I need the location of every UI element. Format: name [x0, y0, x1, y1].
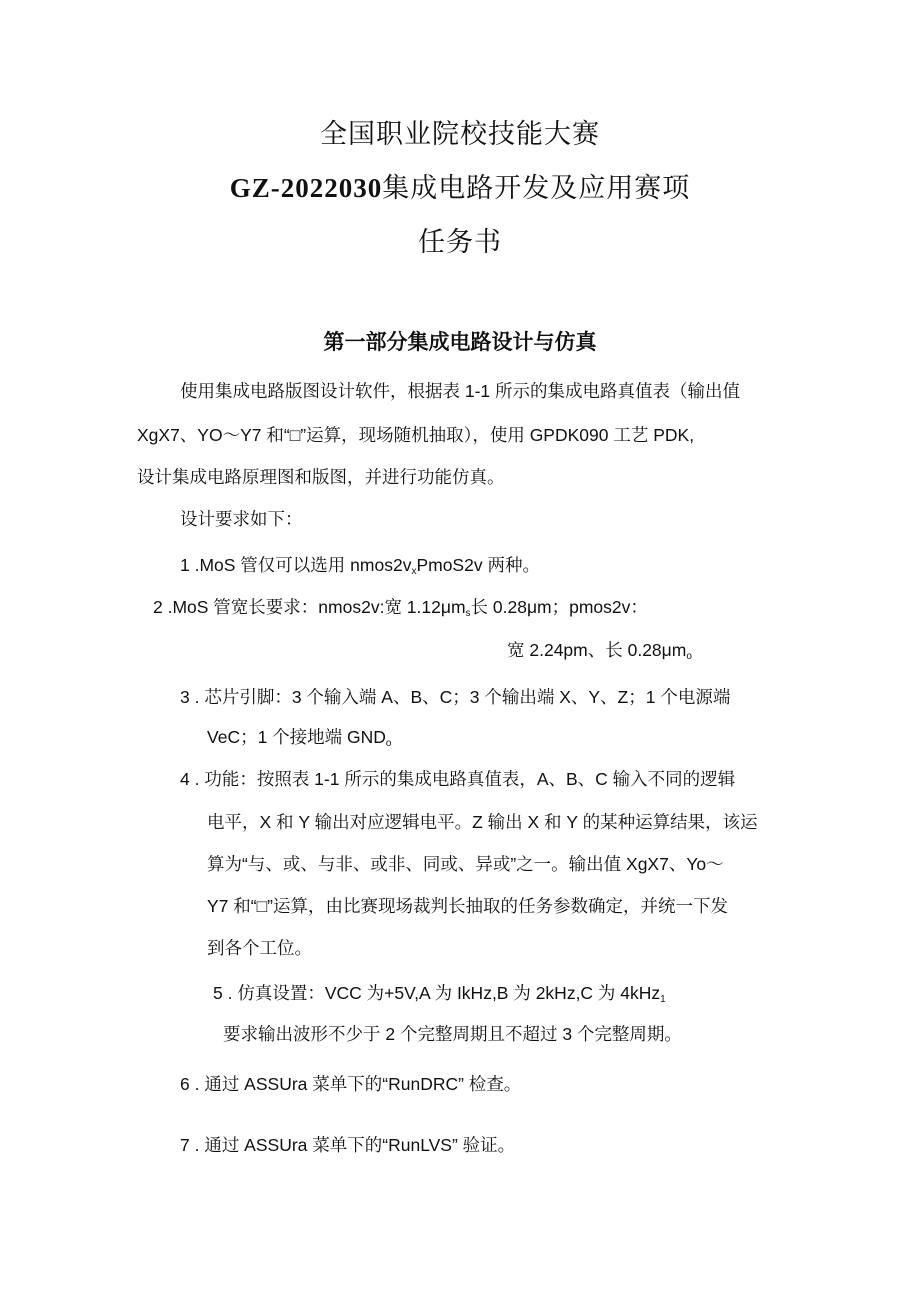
item-1-text: 1 .MoS 管仅可以选用 nmos2v [180, 555, 412, 575]
requirement-item-4-line2: 电平，X 和 Y 输出对应逻辑电平。Z 输出 X 和 Y 的某种运算结果，该运 [207, 812, 758, 832]
doc-title-line1: 全国职业院校技能大赛 [320, 119, 600, 150]
doc-title-line3: 任务书 [418, 227, 502, 258]
item-2-line2-sub: o [686, 651, 692, 662]
item-2-sub: s [465, 608, 471, 619]
requirement-item-5-line1 [213, 980, 666, 1005]
event-name: 集成电路开发及应用赛项 [382, 173, 691, 204]
item-5-line1-sub: 1 [660, 994, 666, 1005]
item-3-line2-sub: o [385, 738, 392, 749]
intro-line-3: 设计集成电路原理图和版图，并进行功能仿真。 [137, 467, 505, 487]
requirement-item-2-line2 [507, 637, 692, 662]
item-5-line1-text: 5 . 仿真设置：VCC 为+5V,A 为 IkHz,B 为 2kHz,C 为 4kHz [213, 983, 661, 1003]
item-1-sub: x [411, 566, 417, 577]
requirements-label: 设计要求如下： [180, 509, 303, 529]
requirement-item-4-line5: 到各个工位。 [207, 938, 312, 958]
item-3-line2-text: VeC；1 个接地端 GND [207, 727, 386, 747]
requirement-item-6: 6 . 通过 ASSUra 菜单下的“RunDRC” 检查。 [180, 1074, 522, 1094]
event-code: GZ-2022030 [229, 173, 383, 203]
item-1-rest: PmoS2v 两种。 [416, 555, 540, 575]
item-2-text: 2 .MoS 管宽长要求：nmos2v:宽 1.12μm [153, 597, 466, 617]
requirement-item-4-line1: 4 . 功能：按照表 1-1 所示的集成电路真值表，A、B、C 输入不同的逻辑 [180, 769, 736, 789]
requirement-item-2 [153, 594, 648, 619]
intro-line-1: 使用集成电路版图设计软件，根据表 1-1 所示的集成电路真值表（输出值 [180, 381, 741, 401]
doc-title-line2 [0, 166, 920, 205]
section-heading: 第一部分集成电路设计与仿真 [323, 331, 597, 354]
requirement-item-1 [180, 552, 540, 577]
requirement-item-7: 7 . 通过 ASSUra 菜单下的“RunLVS” 验证。 [180, 1135, 516, 1155]
requirement-item-4-line4: Y7 和“□”运算，由比赛现场裁判长抽取的任务参数确定，并统一下发 [207, 896, 728, 916]
item-2-rest: 长 0.28μm；pmos2v： [470, 597, 648, 617]
item-2-line2-text: 宽 2.24pm、长 0.28μm [507, 640, 687, 660]
requirement-item-3-line1: 3 . 芯片引脚：3 个输入端 A、B、C；3 个输出端 X、Y、Z；1 个电源端 [180, 687, 731, 707]
requirement-item-3-line2 [207, 724, 391, 749]
requirement-item-5-line2: 要求输出波形不少于 2 个完整周期且不超过 3 个完整周期。 [223, 1024, 682, 1044]
requirement-item-4-line3: 算为“与、或、与非、或非、同或、异或”之一。输出值 XgX7、Yo～ [207, 854, 724, 874]
intro-line-2: XgX7、YO～Y7 和“□”运算，现场随机抽取），使用 GPDK090 工艺 PDK, [137, 425, 695, 445]
